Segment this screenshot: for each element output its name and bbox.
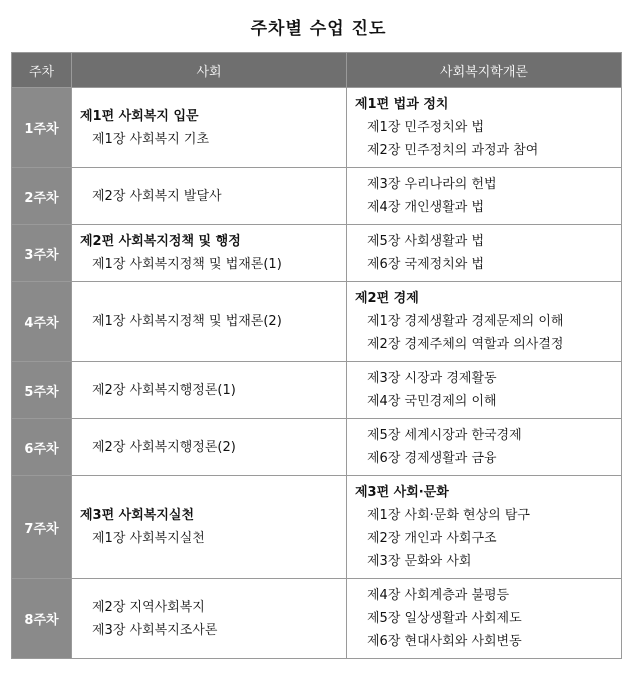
header-week: 주차: [12, 53, 72, 88]
header-social-welfare-intro: 사회복지학개론: [347, 53, 622, 88]
chapter-item: 제3장 사회복지조사론: [92, 622, 218, 638]
chapter-item: 제1장 사회복지정책 및 법재론(1): [92, 257, 282, 272]
progress-table: [11, 52, 622, 659]
part-heading: 제3편 사회복지실천: [80, 508, 195, 523]
header-social: 사회: [72, 53, 347, 88]
part-heading: 제2편 경제: [355, 291, 419, 306]
social-cell: [72, 88, 347, 168]
week-cell: 8주차: [12, 579, 72, 659]
social-cell: [72, 419, 347, 476]
chapter-item: 제4장 사회계층과 불평등: [367, 588, 510, 603]
chapter-item: 제4장 개인생활과 법: [367, 200, 484, 215]
social-welfare-cell: [347, 88, 622, 168]
social-welfare-cell: [347, 282, 622, 362]
part-heading: 제1편 사회복지 입문: [80, 108, 199, 124]
chapter-item: 제2장 지역사회복지: [92, 599, 205, 615]
social-welfare-cell: [347, 362, 622, 419]
social-cell: [72, 362, 347, 419]
week-cell: 3주차: [12, 225, 72, 282]
chapter-item: 제2장 민주정치의 과정과 참여: [367, 143, 539, 158]
chapter-item: 제1장 사회복지정책 및 법재론(2): [92, 314, 282, 329]
table-row: [12, 579, 622, 659]
week-cell: 5주차: [12, 362, 72, 419]
chapter-item: 제2장 개인과 사회구조: [367, 531, 497, 546]
table-row: [12, 88, 622, 168]
chapter-item: 제2장 사회복지 발달사: [92, 188, 222, 204]
social-welfare-cell: [347, 225, 622, 282]
table-row: [12, 282, 622, 362]
table-row: [12, 476, 622, 579]
table-header-row: [12, 53, 622, 88]
week-cell: 6주차: [12, 419, 72, 476]
page-title: 주차별 수업 진도: [250, 19, 387, 39]
week-cell: 4주차: [12, 282, 72, 362]
table-row: [12, 362, 622, 419]
table-row: [12, 225, 622, 282]
part-heading: 제1편 법과 정치: [355, 97, 449, 112]
chapter-item: 제1장 사회·문화 현상의 탐구: [367, 508, 530, 523]
table-row: [12, 419, 622, 476]
social-cell: [72, 579, 347, 659]
chapter-item: 제1장 경제생활과 경제문제의 이해: [367, 314, 564, 329]
chapter-item: 제3장 우리나라의 헌법: [367, 177, 497, 192]
part-heading: 제2편 사회복지정책 및 행정: [80, 234, 241, 249]
chapter-item: 제6장 경제생활과 금융: [367, 451, 497, 466]
week-cell: 1주차: [12, 88, 72, 168]
chapter-item: 제5장 사회생활과 법: [367, 234, 484, 249]
chapter-item: 제2장 경제주체의 역할과 의사결정: [367, 337, 564, 352]
chapter-item: 제1장 사회복지 기초: [92, 131, 209, 147]
part-heading: 제3편 사회·문화: [355, 485, 449, 500]
chapter-item: 제3장 문화와 사회: [367, 554, 472, 569]
week-cell: 2주차: [12, 168, 72, 225]
week-cell: 7주차: [12, 476, 72, 579]
social-welfare-cell: [347, 476, 622, 579]
chapter-item: 제1장 민주정치와 법: [367, 120, 484, 135]
chapter-item: 제2장 사회복지행정론(2): [92, 439, 236, 455]
social-cell: [72, 282, 347, 362]
chapter-item: 제6장 국제정치와 법: [367, 257, 484, 272]
chapter-item: 제4장 국민경제의 이해: [367, 394, 497, 409]
social-welfare-cell: [347, 579, 622, 659]
chapter-item: 제1장 사회복지실천: [92, 531, 205, 546]
table-row: [12, 168, 622, 225]
chapter-item: 제3장 시장과 경제활동: [367, 371, 497, 386]
social-cell: [72, 225, 347, 282]
social-cell: [72, 476, 347, 579]
chapter-item: 제5장 일상생활과 사회제도: [367, 611, 522, 626]
social-welfare-cell: [347, 168, 622, 225]
chapter-item: 제2장 사회복지행정론(1): [92, 382, 236, 398]
chapter-item: 제5장 세계시장과 한국경제: [367, 428, 522, 443]
social-welfare-cell: [347, 419, 622, 476]
social-cell: [72, 168, 347, 225]
chapter-item: 제6장 현대사회와 사회변동: [367, 634, 522, 649]
